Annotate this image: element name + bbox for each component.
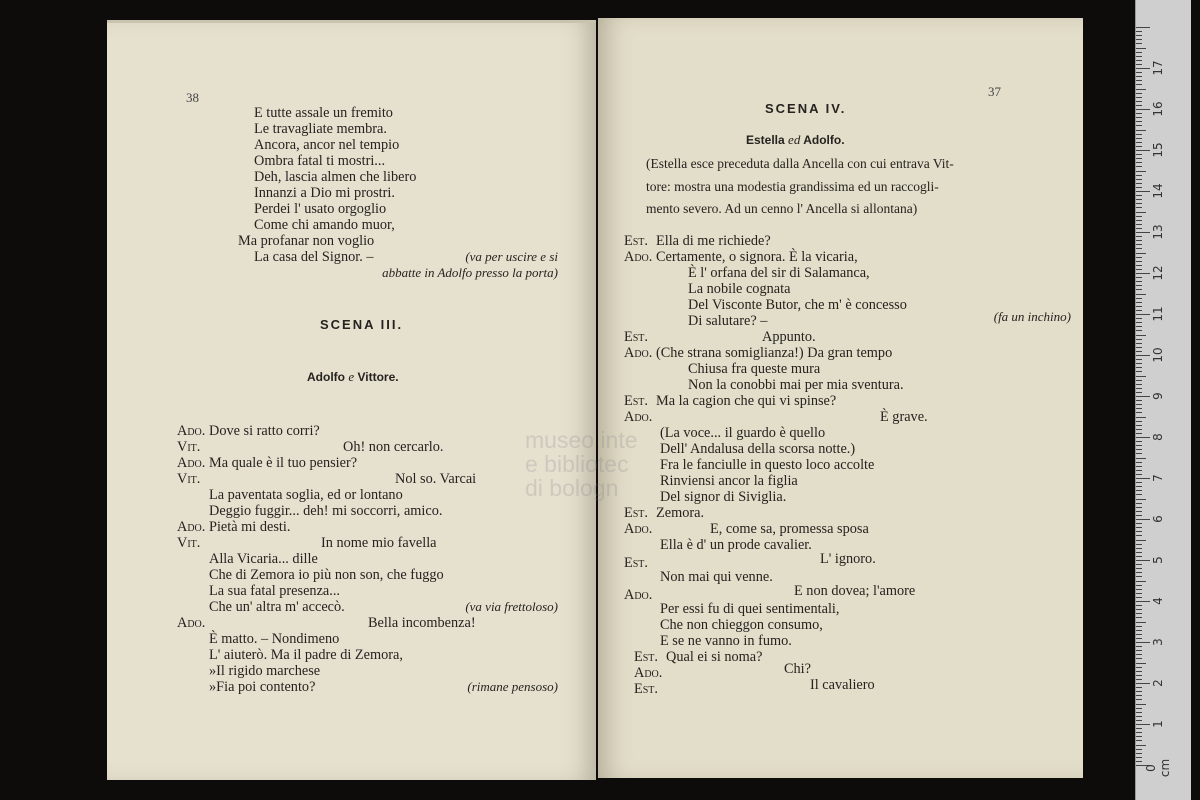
dialogue-line: Zemora.	[656, 505, 705, 521]
dialogue-line: »Il rigido marchese	[209, 663, 321, 679]
ruler-tick	[1136, 277, 1142, 278]
speaker-label: Ado.	[177, 519, 206, 535]
ruler-tick	[1136, 749, 1142, 750]
ruler-tick	[1136, 663, 1146, 664]
ruler-tick	[1136, 560, 1150, 561]
ruler-tick	[1136, 679, 1142, 680]
ruler-tick	[1136, 667, 1142, 668]
ruler-tick	[1136, 310, 1142, 311]
dialogue-line: È matto. – Nondimeno	[209, 631, 340, 647]
dialogue-line: Alla Vicaria... dille	[209, 551, 318, 567]
ruler-tick	[1136, 363, 1142, 364]
verse-line: Ombra fatal ti mostri...	[254, 153, 386, 169]
ruler-tick	[1136, 232, 1150, 233]
speaker-label: Est.	[624, 233, 648, 249]
dialogue-line: Nol so. Varcai	[395, 471, 477, 487]
ruler-tick	[1136, 478, 1150, 479]
dialogue-line: Per essi fu di quei sentimentali,	[660, 601, 840, 617]
ruler-tick	[1136, 453, 1142, 454]
ruler-tick	[1136, 728, 1142, 729]
ruler-tick	[1136, 490, 1142, 491]
ruler-tick	[1136, 572, 1142, 573]
ruler-tick	[1136, 589, 1142, 590]
ruler-tick	[1136, 355, 1150, 356]
dialogue-line: La paventata soglia, ed or lontano	[209, 487, 403, 503]
ruler-tick	[1136, 716, 1142, 717]
ruler-tick	[1136, 154, 1142, 155]
speaker-label: Vit.	[177, 439, 201, 455]
dialogue-line: Ma la cagion che qui vi spinse?	[656, 393, 837, 409]
dialogue-line: Che un' altra m' accecò.	[209, 599, 345, 615]
ruler-tick	[1136, 236, 1142, 237]
ruler-tick	[1136, 417, 1146, 418]
ruler-tick	[1136, 171, 1146, 172]
dialogue-line: Bella incombenza!	[368, 615, 476, 631]
ruler-tick	[1136, 396, 1150, 397]
ruler-tick	[1136, 343, 1142, 344]
speaker-label: Ado.	[624, 409, 653, 425]
ruler-tick	[1136, 195, 1142, 196]
ruler-tick	[1136, 736, 1142, 737]
ruler-tick	[1136, 285, 1142, 286]
dialogue-line: Del Visconte Butor, che m' è concesso	[688, 297, 907, 313]
dialogue-line: (La voce... il guardo è quello	[660, 425, 826, 441]
ruler-tick	[1136, 683, 1150, 684]
ruler-tick	[1136, 117, 1142, 118]
ruler-tick	[1136, 367, 1142, 368]
dialogue-line: Ella di me richiede?	[656, 233, 771, 249]
ruler-tick	[1136, 101, 1142, 102]
verse-line: Deh, lascia almen che libero	[254, 169, 417, 185]
ruler-tick	[1136, 658, 1142, 659]
ruler-tick	[1136, 216, 1142, 217]
ruler-tick	[1136, 519, 1150, 520]
dialogue-line: L' ignoro.	[820, 551, 876, 567]
ruler-tick	[1136, 601, 1150, 602]
ruler-tick	[1136, 412, 1142, 413]
speaker-label: Ado.	[634, 665, 663, 681]
verse-line: Perdei l' usato orgoglio	[254, 201, 387, 217]
verse-line: E tutte assale un fremito	[254, 105, 393, 121]
ruler-tick	[1136, 330, 1142, 331]
dialogue-line: Appunto.	[762, 329, 816, 345]
ruler-tick	[1136, 503, 1142, 504]
ruler-tick	[1136, 638, 1142, 639]
dialogue-line: Dove si ratto corri?	[209, 423, 320, 439]
ruler-tick	[1136, 708, 1142, 709]
scene-description: mento severo. Ad un cenno l' Ancella si allontana)	[646, 201, 918, 216]
ruler-number: 3	[1151, 638, 1165, 646]
page-number: 38	[186, 90, 199, 105]
ruler-tick	[1136, 458, 1146, 459]
verse-line: Le travagliate membra.	[254, 121, 387, 137]
dialogue-line: »Fia poi contento?	[209, 679, 316, 695]
ruler-tick	[1136, 630, 1142, 631]
ruler-tick	[1136, 535, 1142, 536]
ruler-tick	[1136, 691, 1142, 692]
dialogue-line: Pietà mi desti.	[209, 519, 291, 535]
ruler-tick	[1136, 158, 1142, 159]
dialogue-line: Chi?	[784, 661, 812, 677]
ruler-tick	[1136, 207, 1142, 208]
ruler-tick	[1136, 486, 1142, 487]
ruler-tick	[1136, 257, 1142, 258]
ruler-number: 4	[1151, 597, 1165, 605]
ruler-tick	[1136, 72, 1142, 73]
ruler-number: 12	[1151, 265, 1165, 281]
ruler-tick	[1136, 576, 1142, 577]
ruler-tick	[1136, 224, 1142, 225]
ruler-number: 5	[1151, 556, 1165, 564]
ruler-tick	[1136, 60, 1142, 61]
ruler-tick	[1136, 466, 1142, 467]
speaker-label: Est.	[624, 393, 648, 409]
ruler-tick	[1136, 564, 1142, 565]
ruler-number: 1	[1151, 720, 1165, 728]
ruler-tick	[1136, 712, 1142, 713]
dialogue-line: Non la conobbi mai per mia sventura.	[688, 377, 904, 393]
ruler-tick	[1136, 646, 1142, 647]
ruler-tick	[1136, 622, 1146, 623]
ruler-tick	[1136, 544, 1142, 545]
speaker-label: Est.	[634, 649, 658, 665]
dialogue-line: Ella è d' un prode cavalier.	[660, 537, 812, 553]
ruler-tick	[1136, 56, 1142, 57]
dialogue-line: (Che strana somiglianza!) Da gran tempo	[656, 345, 893, 361]
ruler-tick	[1136, 380, 1142, 381]
ruler-tick	[1136, 384, 1142, 385]
ruler-tick	[1136, 441, 1142, 442]
ruler-tick	[1136, 220, 1142, 221]
ruler-tick	[1136, 105, 1142, 106]
ruler-tick	[1136, 212, 1146, 213]
ruler-tick	[1136, 732, 1142, 733]
ruler-tick	[1136, 634, 1142, 635]
dialogue-line: Del signor di Siviglia.	[660, 489, 787, 505]
ruler-tick	[1136, 191, 1150, 192]
ruler-tick	[1136, 371, 1142, 372]
ruler-tick	[1136, 39, 1142, 40]
dialogue-line: Qual ei si noma?	[666, 649, 763, 665]
verse-line: La casa del Signor. –	[254, 249, 374, 265]
ruler-tick	[1136, 142, 1142, 143]
ruler-tick	[1136, 585, 1142, 586]
ruler-tick	[1136, 531, 1142, 532]
ruler-tick	[1136, 388, 1142, 389]
ruler-number: 8	[1151, 433, 1165, 441]
scene-description: (Estella esce preceduta dalla Ancella con cui entrava Vit-	[646, 156, 954, 171]
dialogue-line: Ma quale è il tuo pensier?	[209, 455, 358, 471]
scene-characters: Adolfo e Vittore.	[307, 369, 399, 384]
ruler-number: 17	[1151, 60, 1165, 76]
ruler-tick	[1136, 121, 1142, 122]
ruler-tick	[1136, 248, 1142, 249]
ruler-tick	[1136, 244, 1142, 245]
ruler-tick	[1136, 699, 1142, 700]
stage-direction: (va via frettoloso)	[465, 599, 558, 614]
ruler-tick	[1136, 302, 1142, 303]
ruler-tick	[1136, 650, 1142, 651]
ruler-tick	[1136, 253, 1146, 254]
ruler-tick	[1136, 400, 1142, 401]
ruler-tick	[1136, 511, 1142, 512]
ruler-number: 16	[1151, 101, 1165, 117]
ruler-tick	[1136, 593, 1142, 594]
dialogue-line: Certamente, o signora. È la vicaria,	[656, 249, 858, 265]
ruler-tick	[1136, 80, 1142, 81]
dialogue-line: Dell' Andalusa della scorsa notte.)	[660, 441, 856, 457]
ruler-tick	[1136, 581, 1146, 582]
ruler-tick	[1136, 761, 1142, 762]
dialogue-line: E, come sa, promessa sposa	[710, 521, 869, 537]
ruler-tick	[1136, 437, 1150, 438]
ruler-tick	[1136, 359, 1142, 360]
speaker-label: Vit.	[177, 471, 201, 487]
ruler-tick	[1136, 89, 1146, 90]
ruler-tick	[1136, 199, 1142, 200]
ruler-tick	[1136, 548, 1142, 549]
ruler-number: 14	[1151, 183, 1165, 199]
ruler-tick	[1136, 695, 1142, 696]
dialogue-line: Il cavaliero	[810, 677, 875, 693]
ruler-tick	[1136, 187, 1142, 188]
ruler-tick	[1136, 84, 1142, 85]
page-number: 37	[988, 84, 1001, 99]
ruler-tick	[1136, 757, 1142, 758]
ruler-tick	[1136, 507, 1142, 508]
speaker-label: Ado.	[624, 587, 653, 603]
dialogue-line: La nobile cognata	[688, 281, 791, 297]
ruler-tick	[1136, 351, 1142, 352]
ruler-tick	[1136, 166, 1142, 167]
ruler-tick	[1136, 613, 1142, 614]
ruler-tick	[1136, 97, 1142, 98]
ruler-tick	[1136, 347, 1142, 348]
ruler-tick	[1136, 449, 1142, 450]
ruler-tick	[1136, 392, 1142, 393]
ruler-tick	[1136, 552, 1142, 553]
dialogue-line: Di salutare? –	[688, 313, 768, 329]
dialogue-line: E non dovea; l'amore	[794, 583, 916, 599]
ruler-tick	[1136, 203, 1142, 204]
ruler-tick	[1136, 134, 1142, 135]
ruler-tick	[1136, 421, 1142, 422]
ruler-tick	[1136, 605, 1142, 606]
ruler-tick	[1136, 52, 1142, 53]
dialogue-line: Oh! non cercarlo.	[343, 439, 444, 455]
left-page	[107, 20, 596, 780]
speaker-label: Ado.	[177, 423, 206, 439]
ruler-tick	[1136, 43, 1142, 44]
scene-title: SCENA III.	[320, 317, 404, 332]
ruler-tick	[1136, 179, 1142, 180]
ruler-tick	[1136, 654, 1142, 655]
ruler-tick	[1136, 265, 1142, 266]
ruler-number: 2	[1151, 679, 1165, 687]
ruler-tick	[1136, 130, 1146, 131]
ruler-tick	[1136, 609, 1142, 610]
ruler-tick	[1136, 175, 1142, 176]
ruler-tick	[1136, 298, 1142, 299]
speaker-label: Ado.	[624, 249, 653, 265]
ruler-tick	[1136, 687, 1142, 688]
ruler-tick	[1136, 289, 1142, 290]
ruler-tick	[1136, 31, 1142, 32]
ruler-tick	[1136, 527, 1142, 528]
ruler-tick	[1136, 429, 1142, 430]
speaker-label: Est.	[624, 505, 648, 521]
right-page	[598, 18, 1083, 778]
stage-direction: abbatte in Adolfo presso la porta)	[382, 265, 558, 280]
ruler-tick	[1136, 474, 1142, 475]
ruler-tick	[1136, 597, 1142, 598]
ruler-tick	[1136, 556, 1142, 557]
ruler-tick	[1136, 261, 1142, 262]
ruler-tick	[1136, 335, 1146, 336]
speaker-label: Vit.	[177, 535, 201, 551]
ruler-tick	[1136, 113, 1142, 114]
ruler-tick	[1136, 745, 1146, 746]
ruler-tick	[1136, 273, 1150, 274]
ruler-tick	[1136, 642, 1150, 643]
ruler-tick	[1136, 281, 1142, 282]
scene-description: tore: mostra una modestia grandissima ed un raccogli-	[646, 179, 939, 194]
ruler-unit-label: 0 cm	[1144, 758, 1172, 778]
ruler-tick	[1136, 322, 1142, 323]
ruler-tick	[1136, 183, 1142, 184]
ruler-tick	[1136, 540, 1146, 541]
dialogue-line: Non mai qui venne.	[660, 569, 773, 585]
dialogue-line: È grave.	[880, 409, 928, 425]
ruler-tick	[1136, 626, 1142, 627]
ruler-tick	[1136, 568, 1142, 569]
ruler-tick	[1136, 515, 1142, 516]
ruler-tick	[1136, 671, 1142, 672]
dialogue-line: È l' orfana del sir di Salamanca,	[688, 265, 870, 281]
ruler-tick	[1136, 433, 1142, 434]
dialogue-line: Chiusa fra queste mura	[688, 361, 821, 377]
ruler-tick	[1136, 318, 1142, 319]
ruler-number: 10	[1151, 347, 1165, 363]
scene-characters: Estella ed Adolfo.	[746, 132, 845, 147]
speaker-label: Ado.	[177, 615, 206, 631]
scene-title: SCENA IV.	[765, 101, 847, 116]
ruler-number: 11	[1151, 306, 1165, 322]
ruler-tick	[1136, 294, 1146, 295]
dialogue-line: Fra le fanciulle in questo loco accolte	[660, 457, 875, 473]
ruler-number: 6	[1151, 515, 1165, 523]
ruler-number: 7	[1151, 474, 1165, 482]
ruler-tick	[1136, 482, 1142, 483]
ruler-tick	[1136, 617, 1142, 618]
speaker-label: Est.	[624, 329, 648, 345]
ruler-tick	[1136, 228, 1142, 229]
ruler-tick	[1136, 376, 1146, 377]
speaker-label: Ado.	[624, 521, 653, 537]
stage-direction: (rimane pensoso)	[467, 679, 558, 694]
ruler-tick	[1136, 494, 1142, 495]
dialogue-line: L' aiuterò. Ma il padre di Zemora,	[209, 647, 403, 663]
ruler-tick	[1136, 76, 1142, 77]
ruler-tick	[1136, 162, 1142, 163]
ruler-tick	[1136, 675, 1142, 676]
verse-line: Ancora, ancor nel tempio	[254, 137, 400, 153]
ruler-tick	[1136, 445, 1142, 446]
ruler-tick	[1136, 306, 1142, 307]
ruler-tick	[1136, 523, 1142, 524]
ruler-tick	[1136, 720, 1142, 721]
ruler-tick	[1136, 462, 1142, 463]
ruler-tick	[1136, 68, 1150, 69]
stage-direction: (va per uscire e si	[465, 249, 558, 264]
ruler-tick	[1136, 269, 1142, 270]
dialogue-line: Rinviensi ancor la figlia	[660, 473, 798, 489]
ruler-tick	[1136, 48, 1146, 49]
stage-direction: (fa un inchino)	[993, 309, 1071, 324]
ruler-tick	[1136, 314, 1150, 315]
library-watermark: museo inte e bibliotec di bologn	[525, 427, 638, 501]
dialogue-line: Deggio fuggir... deh! mi soccorri, amico.	[209, 503, 443, 519]
speaker-label: Est.	[634, 681, 658, 697]
ruler-tick	[1136, 27, 1150, 28]
ruler-number: 9	[1151, 392, 1165, 400]
ruler-number: 15	[1151, 142, 1165, 158]
dialogue-line: In nome mio favella	[321, 535, 437, 551]
speaker-label: Ado.	[177, 455, 206, 471]
ruler-tick	[1136, 326, 1142, 327]
dialogue-line: La sua fatal presenza...	[209, 583, 340, 599]
ruler-tick	[1136, 408, 1142, 409]
verse-line: Innanzi a Dio mi prostri.	[254, 185, 395, 201]
ruler-tick	[1136, 740, 1142, 741]
speaker-label: Est.	[624, 555, 648, 571]
ruler-tick	[1136, 724, 1150, 725]
ruler-tick	[1136, 138, 1142, 139]
ruler-tick	[1136, 146, 1142, 147]
verse-line: Ma profanar non voglio	[238, 233, 375, 249]
ruler-tick	[1136, 64, 1142, 65]
ruler-tick	[1136, 499, 1146, 500]
ruler-tick	[1136, 35, 1142, 36]
ruler-tick	[1136, 753, 1142, 754]
ruler-tick	[1136, 109, 1150, 110]
ruler-number: 13	[1151, 224, 1165, 240]
ruler-tick	[1136, 704, 1146, 705]
dialogue-line: Che di Zemora io più non son, che fuggo	[209, 567, 444, 583]
ruler-tick	[1136, 470, 1142, 471]
ruler-tick	[1136, 125, 1142, 126]
ruler-tick	[1136, 93, 1142, 94]
dialogue-line: Che non chieggon consumo,	[660, 617, 823, 633]
speaker-label: Ado.	[624, 345, 653, 361]
ruler-tick	[1136, 404, 1142, 405]
ruler-tick	[1136, 425, 1142, 426]
measurement-ruler	[1135, 0, 1191, 800]
verse-line: Come chi amando muor,	[254, 217, 395, 233]
ruler-tick	[1136, 339, 1142, 340]
ruler-tick	[1136, 150, 1150, 151]
dialogue-line: E se ne vanno in fumo.	[660, 633, 792, 649]
ruler-tick	[1136, 240, 1142, 241]
